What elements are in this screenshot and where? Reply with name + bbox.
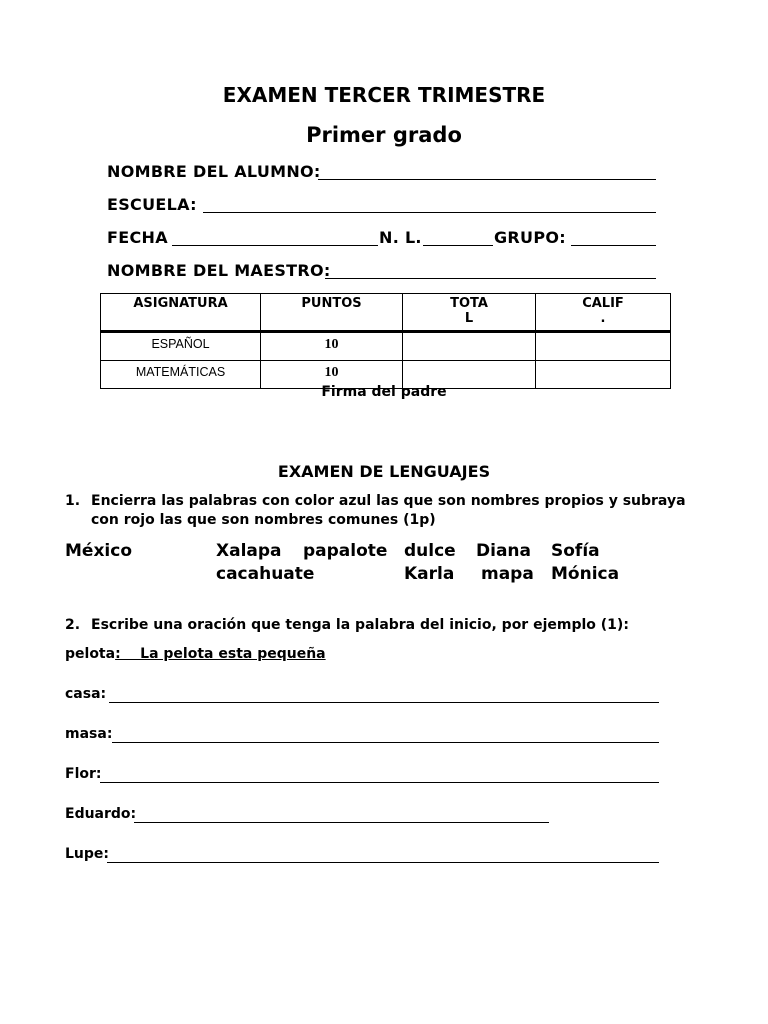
list-number-line[interactable]	[423, 245, 493, 246]
answer-label-masa: masa:	[65, 726, 113, 742]
student-name-label: NOMBRE DEL ALUMNO:	[107, 162, 321, 181]
example-word: pelota	[65, 646, 116, 662]
date-line[interactable]	[172, 245, 378, 246]
answer-line-eduardo[interactable]	[134, 822, 549, 823]
answer-label-flor: Flor:	[65, 766, 102, 782]
school-line[interactable]	[203, 212, 656, 213]
column-header-asignatura: ASIGNATURA	[101, 294, 261, 332]
question-2-number: 2.	[65, 617, 81, 633]
word-item[interactable]: Mónica	[551, 564, 620, 584]
points-value: 10	[324, 365, 339, 380]
group-label: GRUPO:	[494, 228, 566, 247]
question-1-line-1: Encierra las palabras con color azul las que son nombres propios y subraya	[91, 493, 686, 509]
word-item[interactable]: Diana	[476, 541, 531, 561]
answer-line-flor[interactable]	[100, 782, 659, 783]
answer-label-casa: casa:	[65, 686, 107, 702]
student-name-line[interactable]	[318, 179, 656, 180]
subject-name: ESPAÑOL	[151, 337, 210, 351]
table-header-row	[101, 294, 671, 332]
points-value: 10	[324, 337, 339, 352]
teacher-name-line[interactable]	[325, 278, 656, 279]
word-item[interactable]: papalote	[303, 541, 388, 561]
column-header-total-text: TOTA L	[450, 296, 488, 326]
page-subtitle: Primer grado	[306, 123, 462, 147]
teacher-name-label: NOMBRE DEL MAESTRO:	[107, 261, 331, 280]
answer-line-lupe[interactable]	[107, 862, 659, 863]
word-item[interactable]: dulce	[404, 541, 456, 561]
answer-label-lupe: Lupe:	[65, 846, 110, 862]
column-header-puntos: PUNTOS	[261, 294, 403, 332]
date-label: FECHA	[107, 228, 168, 247]
table-row	[101, 332, 671, 361]
page-title: EXAMEN TERCER TRIMESTRE	[222, 83, 546, 107]
column-header-calif-text: CALIF .	[582, 296, 624, 326]
cell-puntos	[261, 332, 403, 361]
answer-line-masa[interactable]	[112, 742, 659, 743]
word-item[interactable]: México	[65, 541, 132, 561]
question-1-number: 1.	[65, 493, 81, 509]
question-1-line-2: con rojo las que son nombres comunes (1p)	[91, 512, 436, 528]
list-number-label: N. L.	[379, 228, 422, 247]
word-item[interactable]: Xalapa	[216, 541, 282, 561]
answer-label-eduardo: Eduardo:	[65, 806, 137, 822]
cell-calif[interactable]	[536, 332, 671, 361]
school-label: ESCUELA:	[107, 195, 197, 214]
column-header-calif	[536, 294, 671, 332]
column-header-total	[403, 294, 536, 332]
section-title: EXAMEN DE LENGUAJES	[277, 462, 491, 481]
answer-line-casa[interactable]	[109, 702, 659, 703]
subject-name: MATEMÁTICAS	[135, 365, 226, 379]
word-item[interactable]: mapa	[481, 564, 534, 584]
grades-table	[100, 293, 671, 389]
cell-asignatura	[101, 332, 261, 361]
word-item[interactable]: Sofía	[551, 541, 600, 561]
cell-total[interactable]	[403, 332, 536, 361]
word-item[interactable]: cacahuate	[216, 564, 315, 584]
word-item[interactable]: Karla	[404, 564, 455, 584]
group-line[interactable]	[571, 245, 656, 246]
example-answer	[65, 646, 326, 662]
parent-signature-label: Firma del padre	[321, 384, 447, 400]
question-2-text: Escribe una oración que tenga la palabra del inicio, por ejemplo (1):	[91, 617, 629, 633]
example-sentence: : La pelota esta pequeña	[115, 646, 326, 662]
